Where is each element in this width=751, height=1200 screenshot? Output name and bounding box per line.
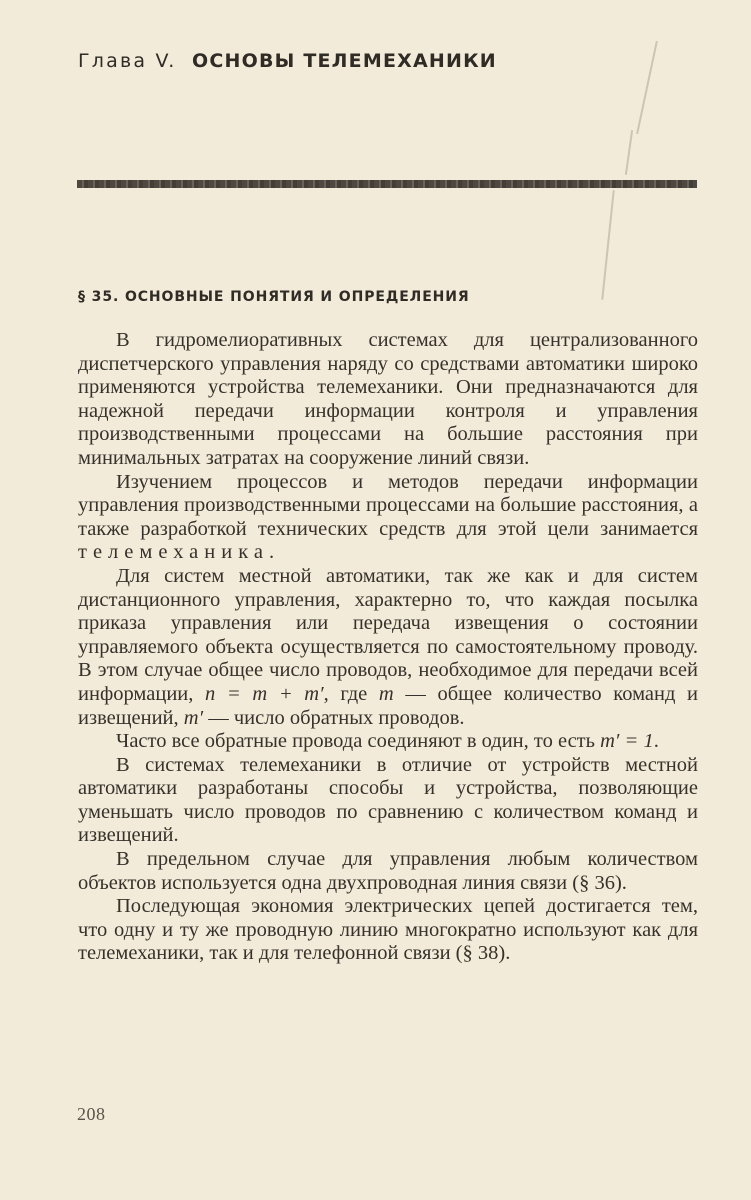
paragraph-text: В предельном случае для управления любым количеством объектов используется одна двухпроводная линия связи (§ 36). <box>78 848 698 894</box>
emphasized-term: телемеханика <box>78 541 269 564</box>
chapter-header <box>78 50 497 72</box>
paragraph: Часто все обратные провода соединяют в один, то есть m′ = 1. <box>116 730 659 753</box>
paragraph-text: — число обратных проводов. <box>208 706 465 729</box>
paragraph-text: Часто все обратные провода соединяют в один, то есть <box>116 730 595 753</box>
paragraph-text: Последующая экономия электрических цепей достигается тем, что одну и ту же проводную линию многократно используют как для телемеханики, так и для телефонной связи (§ 38). <box>78 895 698 965</box>
formula-variable: m′ <box>183 706 204 729</box>
section-heading: § 35. ОСНОВНЫЕ ПОНЯТИЯ И ОПРЕДЕЛЕНИЯ <box>78 289 470 305</box>
chapter-label: Глава V. <box>78 50 177 72</box>
paper-crease <box>625 130 633 175</box>
paragraph <box>78 895 698 966</box>
paragraph <box>78 329 698 471</box>
chapter-title: ОСНОВЫ ТЕЛЕМЕХАНИКИ <box>192 50 497 72</box>
formula: m′ = 1 <box>600 730 654 753</box>
formula-variable: m <box>378 682 394 705</box>
paragraph <box>78 565 698 730</box>
header-rule <box>77 180 697 188</box>
paragraph-text: В гидромелиоративных системах для централизованного диспетчерского управления наряду со средствами автоматики широко применяются устройства телемеханики. Они предназначаются для надежной передачи информации контроля и управления производственными процессами на большие расстояния при минимальных затратах на сооружение линий связи. <box>78 329 698 469</box>
paragraph-text: — общее количество команд и извещений, <box>78 682 699 729</box>
paper-crease <box>601 190 614 300</box>
paragraph-text: Для систем местной автоматики, так же как и для систем дистанционного управления, характерно то, что каждая посылка приказа управления или передача извещения о состоянии управляемого объекта осуществляется по самостоятельному проводу. В этом случае общее число проводов, необходимое для передачи всей информации, <box>78 564 698 705</box>
body-text <box>78 329 698 966</box>
page-number: 208 <box>77 1104 106 1124</box>
paragraph: Изучением процессов и методов передачи информации управления производственными процессами на большие расстояния, а также разработкой технических средств для этой цели занимается телемеханика. <box>78 470 698 564</box>
paragraph-text: Изучением процессов и методов передачи информации управления производственными процессами на большие расстояния, а также разработкой технических средств для этой цели занимается <box>78 470 698 540</box>
paper-crease <box>636 41 658 134</box>
paragraph <box>78 848 698 895</box>
paragraph-text: , где <box>323 682 368 705</box>
paragraph <box>78 754 698 848</box>
formula: n = m + m′ <box>205 682 324 705</box>
paragraph-text: В системах телемеханики в отличие от устройств местной автоматики разработаны способы и устройства, позволяющие уменьшать число проводов по сравнению с количеством команд и извещений. <box>78 753 698 847</box>
